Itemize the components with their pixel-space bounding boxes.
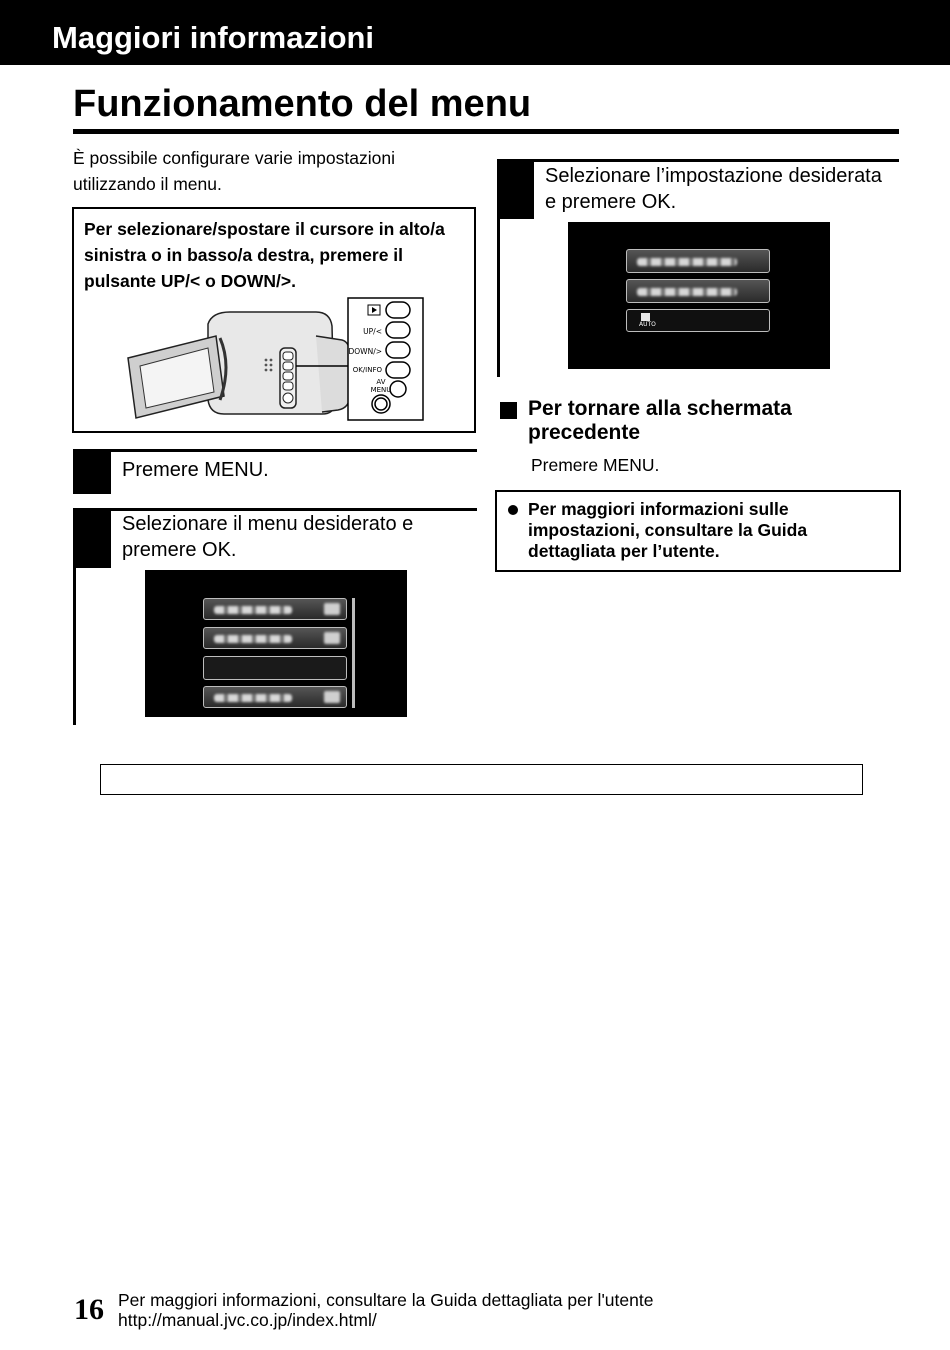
step3-text: Selezionare l’impostazione desiderata e premere OK.: [545, 165, 882, 213]
step3-number-block: [497, 162, 534, 219]
auto-icon: [641, 313, 650, 321]
footer-url: http://manual.jvc.co.jp/index.html/: [118, 1310, 377, 1330]
info-text: Per maggiori informazioni sulle impostazioni, consultare la Guida dettagliata per l’utente.: [528, 499, 808, 561]
menu-item: [203, 627, 347, 649]
down-button-label: DOWN/>: [348, 347, 382, 356]
footer-note: Per maggiori informazioni, consultare la Guida dettagliata per l'utente: [118, 1290, 654, 1310]
tip-text: Per selezionare/spostare il cursore in alto/a sinistra o in basso/a destra, premere il pulsante UP/< o DOWN/>.: [84, 219, 445, 291]
page-number: 16: [74, 1293, 104, 1326]
menu-screen-right: [568, 222, 830, 369]
empty-frame: [100, 764, 863, 795]
menu-item: [203, 686, 347, 708]
bullet-icon: [508, 505, 518, 515]
auto-label: AUTO: [639, 321, 656, 328]
menu-item: [203, 598, 347, 620]
setting-item: [626, 249, 770, 273]
step1-text: Premere MENU.: [122, 459, 269, 481]
step2-text: Selezionare il menu desiderato e premere OK.: [122, 513, 414, 561]
title-divider: [73, 129, 899, 134]
menu-screen-left: [145, 570, 407, 717]
section-title: Maggiori informazioni: [52, 20, 375, 55]
ok-button-label: OK/INFO: [352, 366, 382, 374]
camcorder-drawing: [120, 296, 425, 422]
step2-number-block: [73, 511, 111, 568]
scrollbar: [352, 598, 355, 708]
setting-item: [626, 279, 770, 303]
menu-button-label: MENU: [370, 386, 392, 394]
return-section-text: Premere MENU.: [531, 455, 660, 475]
menu-item-selected: [203, 656, 347, 680]
setting-item-selected: [626, 309, 770, 332]
step1-rule: [73, 449, 477, 452]
step3-rule: [497, 159, 899, 162]
page-title: Funzionamento del menu: [73, 83, 532, 125]
step2-side-line: [73, 511, 76, 725]
step1-number-block: [73, 452, 111, 494]
av-button-label: AV: [376, 378, 386, 386]
intro-paragraph: È possibile configurare varie impostazioni utilizzando il menu.: [73, 148, 395, 194]
section-square-marker: [500, 402, 517, 419]
up-button-label: UP/<: [363, 327, 382, 336]
camcorder-illustration: [120, 296, 425, 422]
return-section-title: Per tornare alla schermata precedente: [528, 397, 792, 444]
step3-side-line: [497, 162, 500, 377]
